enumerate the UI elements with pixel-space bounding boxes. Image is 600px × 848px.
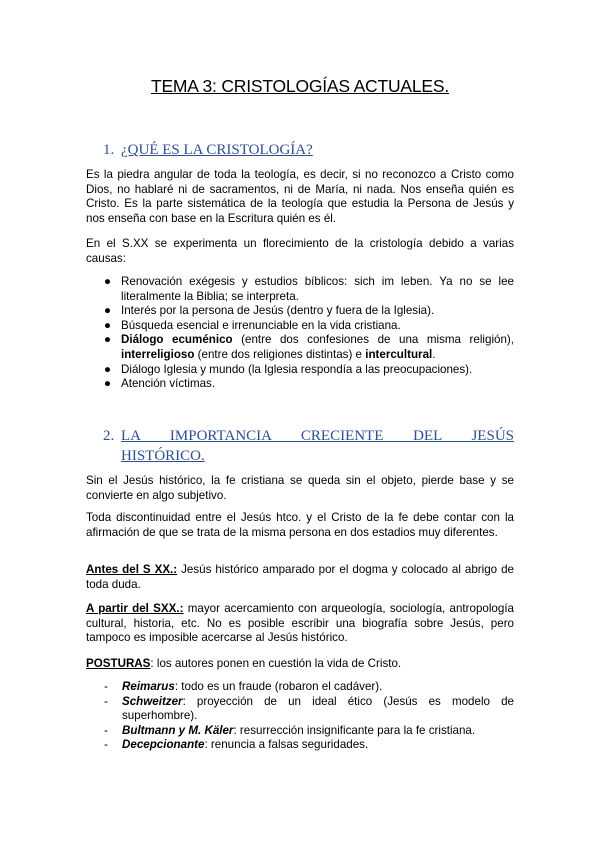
antes-label: Antes del S XX.: — [86, 563, 178, 576]
author-name: Bultmann y M. Käler — [122, 723, 234, 737]
dash-marker: - — [104, 694, 108, 708]
bullet-icon: ● — [104, 377, 112, 391]
term-intercultural: intercultural — [365, 347, 433, 361]
section-1-paragraph-1: Es la piedra angular de toda la teología, es decir, si no reconozco a Cristo como Dios, no hablaré ni de sacramentos, ni de María, ni nada. Nos enseña quién es Cristo. Es la parte sistemática de la teología que estudia la Persona de Jesús y nos enseña con base en la Escritura quién es él. — [86, 168, 514, 225]
section-2-number: 2. — [103, 428, 115, 444]
section-1-heading — [103, 140, 514, 160]
list-item: - Decepcionante: renuncia a falsas seguridades. — [104, 738, 369, 752]
bullet-icon: ● — [104, 362, 112, 376]
term-ecumenico: Diálogo ecuménico — [121, 333, 233, 347]
posturas-list — [0, 680, 514, 753]
list-item: ● Renovación exégesis y estudios bíblicos: sich im leben. Ya no se lee literalmente la Biblia; se interpreta. — [104, 275, 514, 303]
section-2-title-line-2: HISTÓRICO. — [121, 448, 205, 464]
section-2-paragraph-1: Sin el Jesús histórico, la fe cristiana se queda sin el objeto, pierde base y se convierte en algo subjetivo. — [86, 474, 514, 502]
bullet-icon: ● — [104, 304, 112, 318]
list-item: ● Búsqueda esencial e irrenunciable en la vida cristiana. — [104, 318, 401, 332]
section-1-paragraph-2: En el S.XX se experimenta un florecimiento de la cristología debido a varias causas: — [86, 237, 514, 265]
author-name: Reimarus — [122, 680, 175, 693]
author-name: Decepcionante — [122, 738, 205, 752]
bullet-icon: ● — [104, 333, 112, 347]
section-1-title: ¿QUÉ ES LA CRISTOLOGÍA? — [121, 142, 313, 158]
a-partir-label: A partir del SXX.: — [86, 602, 184, 615]
dash-marker: - — [104, 738, 108, 752]
list-item: - Reimarus: todo es un fraude (robaron el cadáver). — [104, 680, 383, 693]
dash-marker: - — [104, 680, 108, 693]
causes-list — [0, 275, 514, 392]
author-name: Schweitzer — [122, 694, 183, 708]
antes-paragraph: Antes del S XX.: Jesús histórico amparado por el dogma y colocado al abrigo de toda duda. — [86, 563, 514, 591]
bullet-icon: ● — [104, 318, 112, 332]
page-title: TEMA 3: CRISTOLOGÍAS ACTUALES. — [150, 76, 450, 96]
bullet-icon: ● — [104, 275, 112, 288]
term-interreligioso: interreligioso — [121, 347, 195, 361]
list-item: - Schweitzer: proyección de un ideal ético (Jesús es modelo de superhombre). — [104, 694, 514, 723]
posturas-label: POSTURAS — [86, 657, 151, 670]
list-item: ● Atención víctimas. — [104, 377, 216, 391]
list-item: ● Interés por la persona de Jesús (dentro y fuera de la Iglesia). — [104, 304, 435, 318]
list-item: ● Diálogo ecuménico (entre dos confesiones de una misma religión), interreligioso (entre dos religiones distintas) e intercultural. — [104, 333, 514, 361]
section-2-heading — [103, 426, 514, 466]
list-item: ● Diálogo Iglesia y mundo (la Iglesia respondía a las preocupaciones). — [104, 362, 473, 376]
list-item: - Bultmann y M. Käler: resurrección insignificante para la fe cristiana. — [104, 723, 476, 737]
dash-marker: - — [104, 723, 108, 737]
posturas-paragraph: POSTURAS: los autores ponen en cuestión la vida de Cristo. — [86, 657, 402, 670]
section-1-number: 1. — [103, 142, 115, 158]
a-partir-paragraph: A partir del SXX.: mayor acercamiento con arqueología, sociología, antropología cultural, historia, etc. No es posible escribir una biografía sobre Jesús, pero tampoco es imposible acercarse al Jesús histórico. — [86, 602, 514, 645]
section-2-title-line-1: LA IMPORTANCIA CRECIENTE DEL JESÚS — [121, 428, 514, 444]
section-2-paragraph-2: Toda discontinuidad entre el Jesús htco. y el Cristo de la fe debe contar con la afirmación de que se trata de la misma persona en dos estadios muy diferentes. — [86, 511, 514, 539]
